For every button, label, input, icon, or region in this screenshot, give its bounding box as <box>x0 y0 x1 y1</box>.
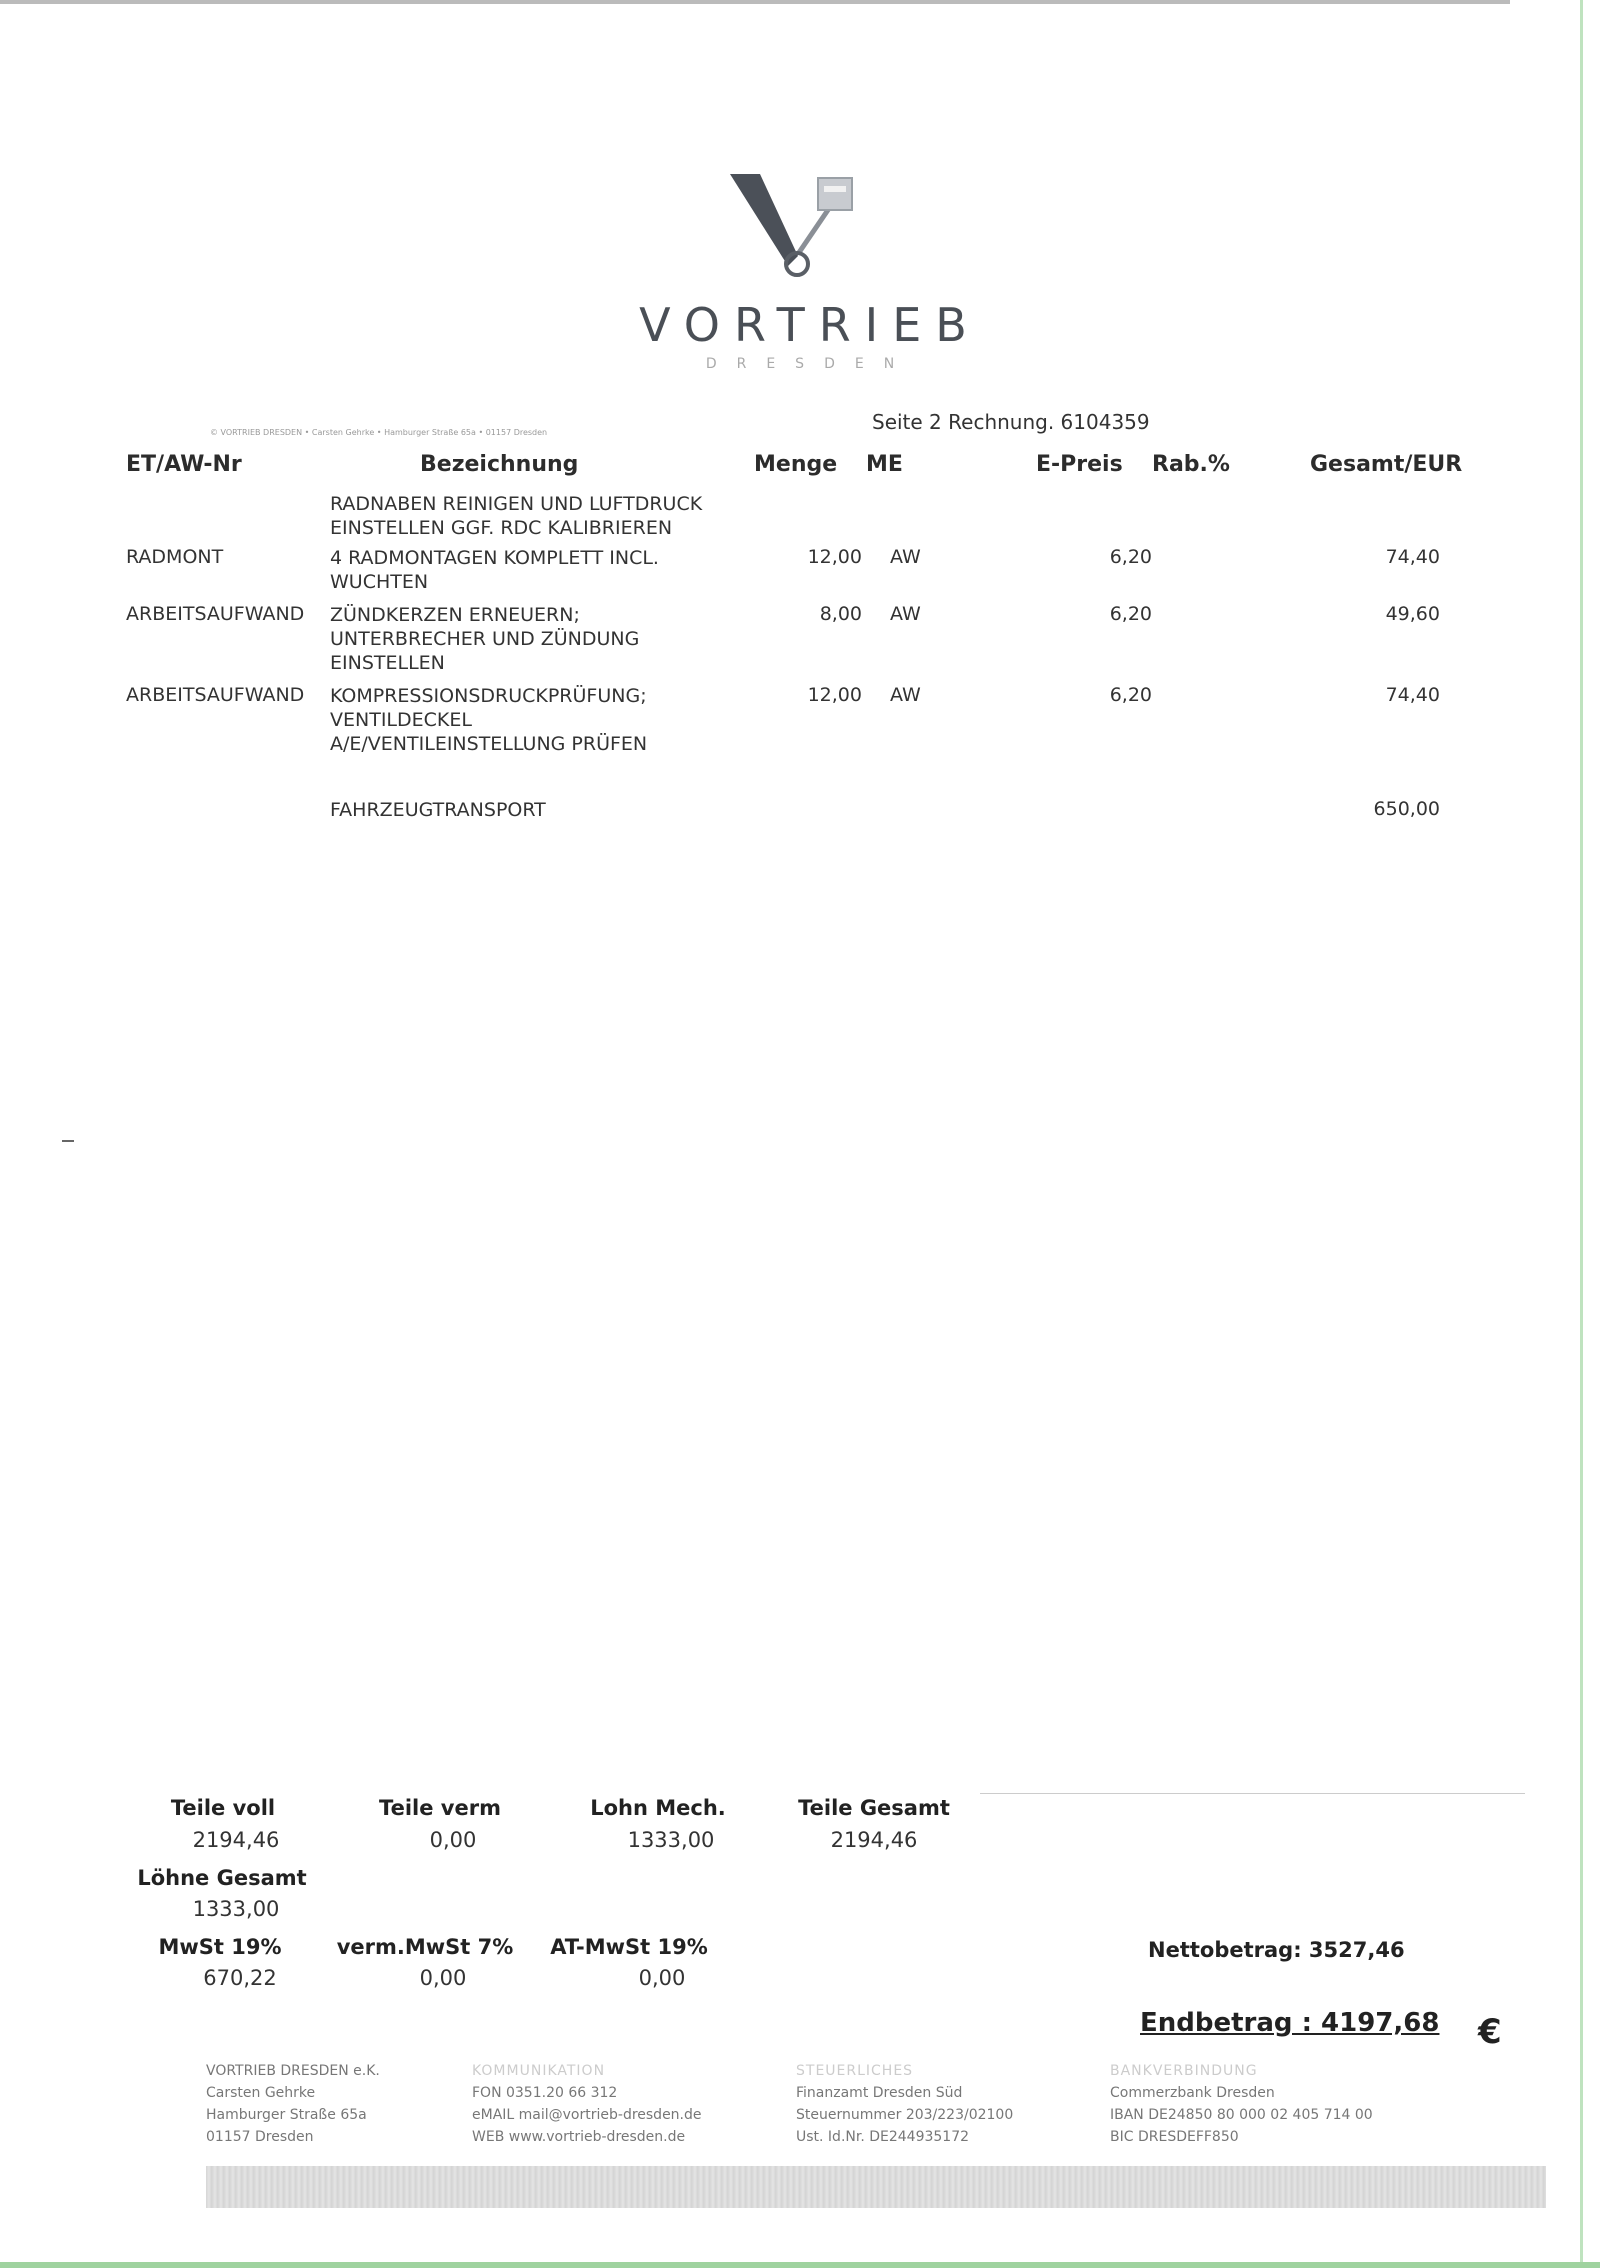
at-mwst19-label: AT-MwSt 19% <box>550 1935 708 1959</box>
row-desc-line: A/E/VENTILEINSTELLUNG PRÜFEN <box>330 733 648 755</box>
row-me: AW <box>890 546 921 568</box>
col-header-total: Gesamt/EUR <box>1310 452 1463 477</box>
scan-edge-right <box>1580 0 1583 2268</box>
summary-divider <box>980 1793 1525 1794</box>
row-desc-line: ZÜNDKERZEN ERNEUERN; <box>330 604 580 626</box>
footer-heading: BANKVERBINDUNG <box>1110 2063 1258 2079</box>
footer-phone: FON 0351.20 66 312 <box>472 2085 618 2101</box>
row-nr: RADMONT <box>126 546 224 568</box>
footer-bank-line: IBAN DE24850 80 000 02 405 714 00 <box>1110 2107 1373 2123</box>
row-desc-line: 4 RADMONTAGEN KOMPLETT INCL. <box>330 547 659 569</box>
footer-heading: STEUERLICHES <box>796 2063 914 2079</box>
mwst19-label: MwSt 19% <box>158 1935 282 1959</box>
footer-bank-line: BIC DRESDEFF850 <box>1110 2129 1239 2145</box>
footer-email-link[interactable]: eMAIL mail@vortrieb-dresden.de <box>472 2107 702 2123</box>
teile-gesamt-label: Teile Gesamt <box>798 1796 950 1820</box>
verm-mwst7-value: 0,00 <box>419 1966 467 1990</box>
endbetrag: Endbetrag : 4197,68 <box>1140 2008 1440 2038</box>
row-total: 49,60 <box>1385 603 1440 625</box>
row-desc-line: RADNABEN REINIGEN UND LUFTDRUCK <box>330 493 703 515</box>
scan-edge-top <box>0 0 1510 4</box>
row-desc <box>330 603 770 675</box>
footer-company-line: Hamburger Straße 65a <box>206 2107 367 2123</box>
row-total: 74,40 <box>1385 684 1440 706</box>
row-desc <box>330 546 770 594</box>
euro-icon: € <box>1478 2012 1502 2052</box>
at-mwst19-value: 0,00 <box>638 1966 686 1990</box>
verm-mwst7-label: verm.MwSt 7% <box>336 1935 514 1959</box>
loehne-gesamt-value: 1333,00 <box>192 1897 280 1921</box>
footer-bank-line: Commerzbank Dresden <box>1110 2085 1275 2101</box>
footer-company <box>206 2060 380 2148</box>
col-header-rabatt: Rab.% <box>1152 452 1230 477</box>
footer-company-line: Carsten Gehrke <box>206 2085 316 2101</box>
row-desc <box>330 492 770 540</box>
row-price: 6,20 <box>1109 684 1152 706</box>
teile-voll-value: 2194,46 <box>192 1828 280 1852</box>
row-nr: ARBEITSAUFWAND <box>126 603 305 625</box>
sender-line: © VORTRIEB DRESDEN • Carsten Gehrke • Hamburger Straße 65a • 01157 Dresden <box>210 428 548 437</box>
row-desc-line: WUCHTEN <box>330 571 429 593</box>
teile-voll-label: Teile voll <box>170 1796 276 1820</box>
footer-band <box>206 2166 1546 2208</box>
mwst19-value: 670,22 <box>203 1966 277 1990</box>
teile-gesamt-value: 2194,46 <box>830 1828 918 1852</box>
row-menge: 8,00 <box>819 603 862 625</box>
vortrieb-logo-icon <box>720 168 880 298</box>
fold-mark <box>62 1140 74 1142</box>
footer-web-link[interactable]: WEB www.vortrieb-dresden.de <box>472 2129 686 2145</box>
row-me: AW <box>890 684 921 706</box>
brand-subname: DRESDEN <box>705 356 915 372</box>
row-menge: 12,00 <box>807 546 862 568</box>
row-desc-line: UNTERBRECHER UND ZÜNDUNG <box>330 628 640 650</box>
col-header-desc: Bezeichnung <box>420 452 579 477</box>
loehne-gesamt-label: Löhne Gesamt <box>137 1866 307 1890</box>
row-desc-line: FAHRZEUGTRANSPORT <box>330 799 546 821</box>
page-info: Seite 2 Rechnung. 6104359 <box>872 410 1150 434</box>
col-header-me: ME <box>866 452 903 477</box>
footer-kommunikation <box>472 2060 702 2148</box>
lohn-mech-label: Lohn Mech. <box>590 1796 726 1820</box>
footer-steuer-line: Ust. Id.Nr. DE244935172 <box>796 2129 970 2145</box>
footer-company-line: VORTRIEB DRESDEN e.K. <box>206 2063 380 2079</box>
nettobetrag: Nettobetrag: 3527,46 <box>1148 1938 1405 1962</box>
row-menge: 12,00 <box>807 684 862 706</box>
row-price: 6,20 <box>1109 603 1152 625</box>
footer-steuer <box>796 2060 1013 2148</box>
row-desc-line: EINSTELLEN <box>330 652 445 674</box>
col-header-price: E-Preis <box>1036 452 1123 477</box>
footer-steuer-line: Steuernummer 203/223/02100 <box>796 2107 1014 2123</box>
footer-company-line: 01157 Dresden <box>206 2129 314 2145</box>
row-desc-line: EINSTELLEN GGF. RDC KALIBRIEREN <box>330 517 673 539</box>
footer-bank <box>1110 2060 1373 2148</box>
row-total: 74,40 <box>1385 546 1440 568</box>
row-desc-line: VENTILDECKEL <box>330 709 472 731</box>
footer-heading: KOMMUNIKATION <box>472 2063 606 2079</box>
row-desc-line: KOMPRESSIONSDRUCKPRÜFUNG; <box>330 685 647 707</box>
lohn-mech-value: 1333,00 <box>627 1828 715 1852</box>
footer-steuer-line: Finanzamt Dresden Süd <box>796 2085 963 2101</box>
row-nr: ARBEITSAUFWAND <box>126 684 305 706</box>
scan-edge-bottom <box>0 2262 1600 2268</box>
row-desc <box>330 684 770 756</box>
row-total: 650,00 <box>1373 798 1440 820</box>
teile-verm-label: Teile verm <box>379 1796 501 1820</box>
col-header-menge: Menge <box>754 452 838 477</box>
col-header-nr: ET/AW-Nr <box>126 452 242 477</box>
teile-verm-value: 0,00 <box>429 1828 477 1852</box>
brand-name: VORTRIEB <box>639 298 981 352</box>
row-price: 6,20 <box>1109 546 1152 568</box>
row-desc <box>330 798 770 822</box>
row-me: AW <box>890 603 921 625</box>
